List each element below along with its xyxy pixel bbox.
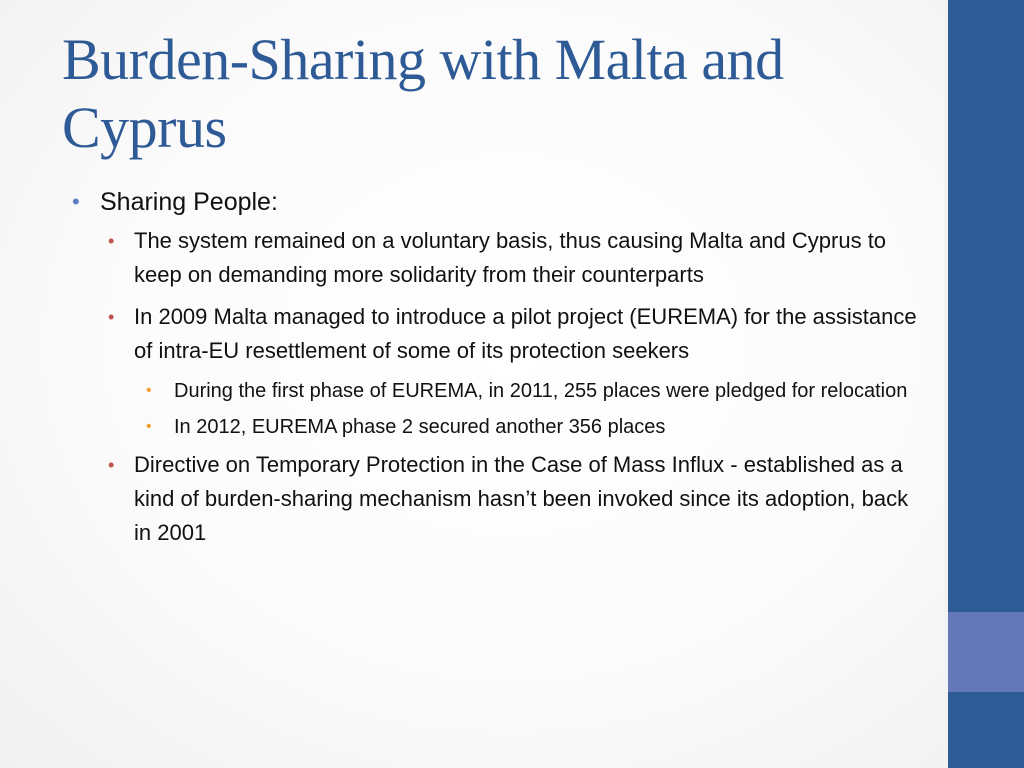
side-accent-block bbox=[948, 612, 1024, 692]
bullet-text: In 2009 Malta managed to introduce a pilot project (EUREMA) for the assistance of intra-EU resettlement of some of its protection seekers bbox=[134, 304, 917, 363]
bullet-icon: • bbox=[108, 455, 115, 475]
bullet-icon: • bbox=[72, 189, 80, 214]
bullet-item-level3 bbox=[146, 412, 922, 442]
bullet-text: The system remained on a voluntary basis, thus causing Malta and Cyprus to keep on demanding more solidarity from their counterparts bbox=[134, 228, 887, 287]
bullet-icon: • bbox=[146, 418, 152, 435]
bullet-item-level2 bbox=[108, 224, 922, 292]
bullet-text: In 2012, EUREMA phase 2 secured another 356 places bbox=[174, 416, 666, 438]
bullet-item-level3 bbox=[146, 376, 922, 406]
bullet-text: During the first phase of EUREMA, in 2011, 255 places were pledged for relocation bbox=[174, 380, 908, 402]
bullet-item-level1 bbox=[62, 184, 922, 220]
bullet-text: Sharing People: bbox=[100, 188, 278, 216]
bullet-icon: • bbox=[108, 231, 115, 251]
bullet-text: Directive on Temporary Protection in the Case of Mass Influx - established as a kind of burden-sharing mechanism hasn’t been invoked since its adoption, back in 2001 bbox=[134, 452, 909, 545]
bullet-item-level2 bbox=[108, 448, 922, 550]
bullet-item-level2 bbox=[108, 300, 922, 368]
slide-title: Burden-Sharing with Malta and Cyprus bbox=[62, 27, 784, 160]
slide-body bbox=[62, 184, 922, 558]
bullet-icon: • bbox=[146, 382, 152, 399]
bullet-icon: • bbox=[108, 307, 115, 327]
